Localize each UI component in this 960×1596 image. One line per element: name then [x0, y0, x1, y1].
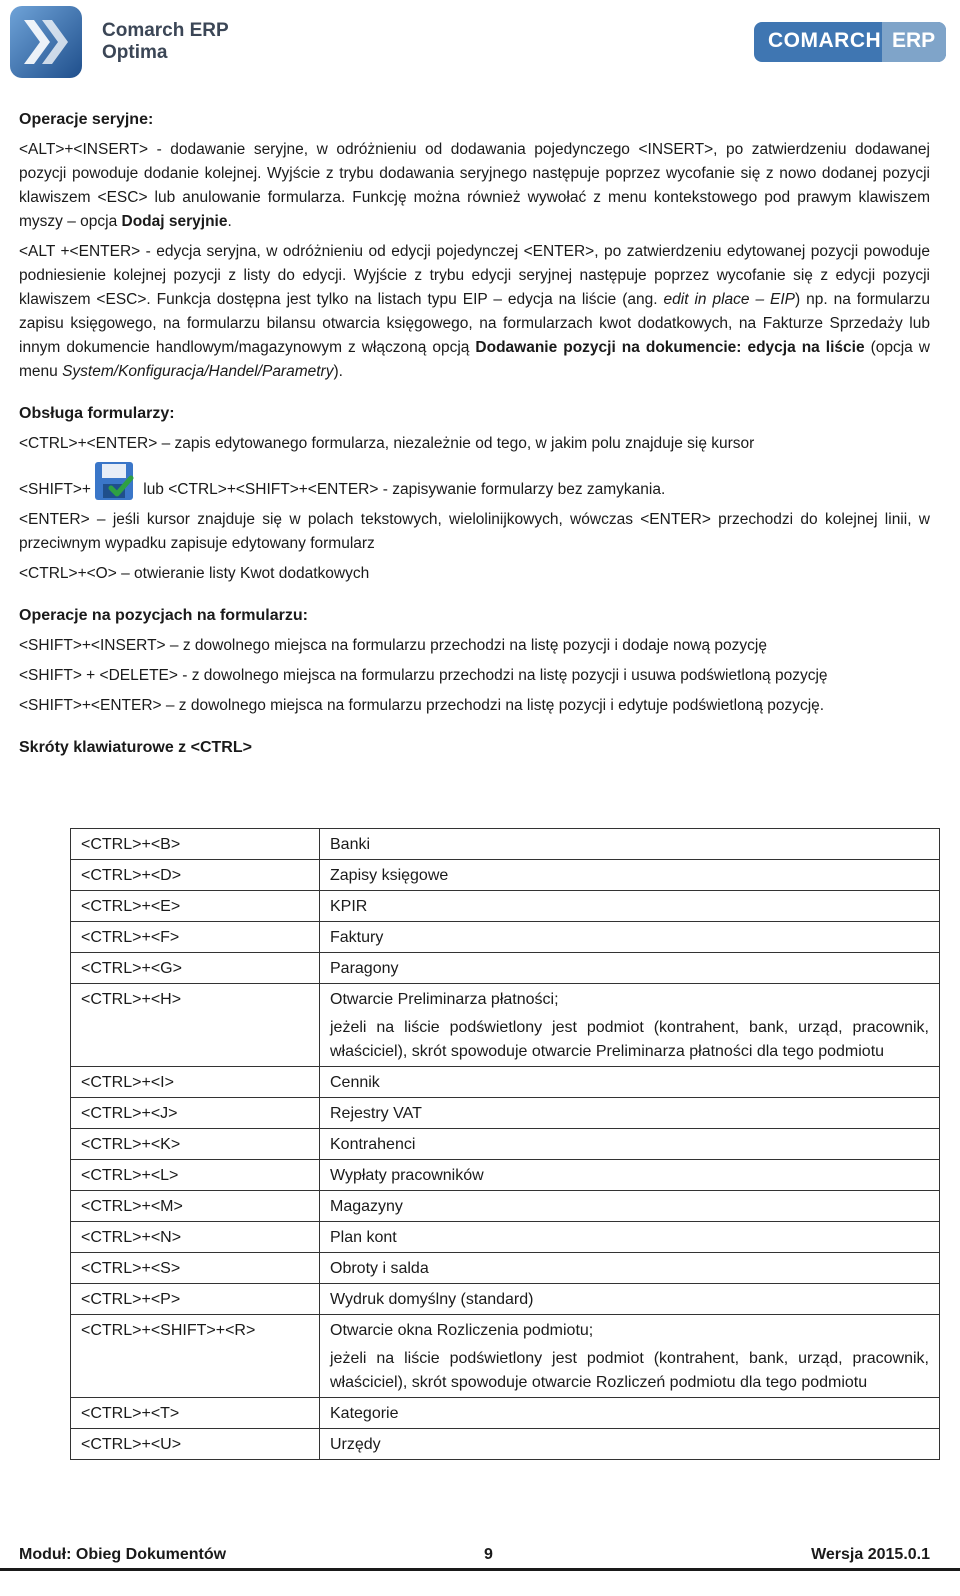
forms-shift-save-pre: <SHIFT>+	[19, 481, 91, 498]
shortcut-key: <CTRL>+<U>	[71, 1429, 320, 1460]
shortcut-key: <CTRL>+<F>	[71, 922, 320, 953]
shortcut-key: <CTRL>+<H>	[71, 984, 320, 1067]
shortcut-key: <CTRL>+<M>	[71, 1191, 320, 1222]
shortcut-key: <CTRL>+<N>	[71, 1222, 320, 1253]
shortcut-description	[320, 1429, 940, 1460]
table-row	[71, 1284, 940, 1315]
footer-version: Wersja 2015.0.1	[811, 1546, 930, 1563]
serial-edit-text-a: <ALT +<ENTER> - edycja seryjna, w odróżnieniu od edycji pojedynczej <ENTER>, po zatwierdzeniu edytowanej pozycji powoduje podniesienie kolejnej pozycji z listy do edycji. Wyjście z trybu edycji seryjnej następuje poprzez wycofanie się z edycji pozycji klawiszem <ESC>. Funkcja dostępna jest tylko na listach typu EIP – edycja na liście (ang.	[19, 243, 930, 308]
shortcut-description-text: Wypłaty pracowników	[330, 1167, 484, 1184]
shortcut-description	[320, 1315, 940, 1398]
table-row	[71, 984, 940, 1067]
shortcut-description	[320, 1129, 940, 1160]
product-name-line2: Optima	[102, 42, 168, 63]
page-header	[0, 0, 960, 90]
table-row	[71, 1222, 940, 1253]
shortcut-description	[320, 1067, 940, 1098]
serial-add-text: <ALT>+<INSERT> - dodawanie seryjne, w odróżnieniu od dodawania pojedynczego <INSERT>, po zatwierdzeniu dodawanej pozycji powoduje dodanie kolejnej. Wyjście z trybu dodawania seryjnego następuje poprzez wycofanie się z nowo dodanej pozycji klawiszem <ESC> lub anulowanie formularza. Funkcję można również wywołać z menu kontekstowego pod prawym klawiszem myszy – opcja	[19, 141, 930, 230]
shortcut-description-text: Kontrahenci	[330, 1136, 416, 1153]
table-row	[71, 1067, 940, 1098]
shortcut-description-text: jeżeli na liście podświetlony jest podmiot (kontrahent, bank, urząd, pracownik, właściciel), skrót spowoduje otwarcie Preliminarza płatności dla tego podmiotu	[330, 1019, 929, 1060]
shortcut-description	[320, 1098, 940, 1129]
product-name-line1: Comarch ERP	[102, 20, 229, 41]
shortcut-description-text: Urzędy	[330, 1436, 381, 1453]
shortcut-key: <CTRL>+<B>	[71, 829, 320, 860]
shortcut-description	[320, 829, 940, 860]
serial-edit-paragraph	[19, 240, 930, 384]
page-footer	[19, 1544, 930, 1570]
save-icon	[93, 460, 135, 502]
footer-page-number: 9	[484, 1546, 493, 1563]
table-row	[71, 829, 940, 860]
shortcut-key: <CTRL>+<D>	[71, 860, 320, 891]
comarch-optima-logo-icon	[10, 6, 82, 78]
shortcut-key: <CTRL>+<P>	[71, 1284, 320, 1315]
shortcut-description	[320, 1284, 940, 1315]
shortcut-description-text: Rejestry VAT	[330, 1105, 422, 1122]
serial-edit-italic-eip: edit in place – EIP	[663, 291, 795, 308]
table-row	[71, 1253, 940, 1284]
serial-add-paragraph	[19, 138, 930, 234]
shortcut-key: <CTRL>+<E>	[71, 891, 320, 922]
shortcut-description	[320, 891, 940, 922]
shortcut-description	[320, 953, 940, 984]
section-title-positions: Operacje na pozycjach na formularzu:	[19, 607, 308, 624]
shortcut-key: <CTRL>+<SHIFT>+<R>	[71, 1315, 320, 1398]
shortcut-description-text: Cennik	[330, 1074, 380, 1091]
footer-divider	[0, 1568, 960, 1571]
shortcuts-table	[70, 828, 940, 1460]
section-title-forms: Obsługa formularzy:	[19, 405, 175, 422]
shortcut-key: <CTRL>+<S>	[71, 1253, 320, 1284]
table-row	[71, 891, 940, 922]
shortcut-description	[320, 860, 940, 891]
table-row	[71, 1191, 940, 1222]
footer-module: Moduł: Obieg Dokumentów	[19, 1546, 227, 1563]
brand-tag-text: ERP	[892, 29, 936, 52]
serial-add-end: .	[227, 213, 232, 230]
table-row	[71, 953, 940, 984]
shortcut-description	[320, 1160, 940, 1191]
table-row	[71, 1129, 940, 1160]
forms-ctrl-o: <CTRL>+<O> – otwieranie listy Kwot dodatkowych	[19, 565, 370, 582]
section-title-serial: Operacje seryjne:	[19, 111, 154, 128]
shortcut-description-text: Magazyny	[330, 1198, 403, 1215]
forms-enter: <ENTER> – jeśli kursor znajduje się w polach tekstowych, wielolinijkowych, wówczas <ENTER> przechodzi do kolejnej linii, w przeciwnym wypadku zapisuje edytowany formularz	[19, 511, 930, 552]
shortcut-description-text: jeżeli na liście podświetlony jest podmiot (kontrahent, bank, urząd, pracownik, właściciel), skrót spowoduje otwarcie Rozliczeń podmiotu dla tego podmiotu	[330, 1350, 929, 1391]
positions-shift-enter: <SHIFT>+<ENTER> – z dowolnego miejsca na formularzu przechodzi na listę pozycji i edytuje podświetloną pozycję.	[19, 697, 825, 714]
shortcut-description-text: KPIR	[330, 898, 368, 915]
shortcut-description-text: Banki	[330, 836, 371, 853]
serial-edit-text-c: (opcja w menu	[19, 339, 930, 380]
table-row	[71, 1098, 940, 1129]
forms-shift-save-post: lub <CTRL>+<SHIFT>+<ENTER> - zapisywanie formularzy bez zamykania.	[138, 481, 666, 498]
serial-edit-text-d: ).	[333, 363, 343, 380]
shortcut-key: <CTRL>+<L>	[71, 1160, 320, 1191]
shortcut-description-text: Kategorie	[330, 1405, 399, 1422]
shortcut-key: <CTRL>+<I>	[71, 1067, 320, 1098]
serial-edit-option: Dodawanie pozycji na dokumencie: edycja na liście	[475, 339, 865, 356]
shortcut-key: <CTRL>+<T>	[71, 1398, 320, 1429]
shortcut-description	[320, 1222, 940, 1253]
positions-shift-insert: <SHIFT>+<INSERT> – z dowolnego miejsca na formularzu przechodzi na listę pozycji i dodaje nową pozycję	[19, 637, 767, 654]
shortcut-description-text: Otwarcie Preliminarza płatności;	[330, 991, 559, 1008]
shortcut-description-text: Faktury	[330, 929, 384, 946]
table-row	[71, 1160, 940, 1191]
brand-tag	[882, 22, 946, 62]
table-row	[71, 1398, 940, 1429]
table-row	[71, 922, 940, 953]
forms-shift-save	[19, 460, 930, 502]
shortcut-description-text: Paragony	[330, 960, 399, 977]
shortcut-description	[320, 1253, 940, 1284]
shortcut-description-text: Plan kont	[330, 1229, 397, 1246]
comarch-erp-logo	[754, 22, 946, 62]
product-name	[102, 20, 229, 64]
shortcut-key: <CTRL>+<J>	[71, 1098, 320, 1129]
shortcut-description-text: Wydruk domyślny (standard)	[330, 1291, 534, 1308]
document-body	[19, 108, 930, 760]
section-title-shortcuts: Skróty klawiaturowe z <CTRL>	[19, 739, 252, 756]
shortcut-description	[320, 984, 940, 1067]
shortcut-key: <CTRL>+<K>	[71, 1129, 320, 1160]
shortcut-description	[320, 1398, 940, 1429]
brand-main-text: COMARCH	[768, 29, 882, 52]
shortcut-description	[320, 1191, 940, 1222]
table-row	[71, 860, 940, 891]
serial-edit-text-b: ) np. na formularzu zapisu księgowego, na formularzu bilansu otwarcia księgowego, na formularzach kwot dodatkowych, na Fakturze Sprzedaży lub innym dokumencie handlowym/magazynowym z włączoną opcją	[19, 291, 930, 356]
serial-edit-menu-path: System/Konfiguracja/Handel/Parametry	[62, 363, 334, 380]
shortcut-description-text: Zapisy księgowe	[330, 867, 449, 884]
shortcut-description-text: Otwarcie okna Rozliczenia podmiotu;	[330, 1322, 594, 1339]
forms-ctrl-enter: <CTRL>+<ENTER> – zapis edytowanego formularza, niezależnie od tego, w jakim polu znajduje się kursor	[19, 435, 755, 452]
shortcut-key: <CTRL>+<G>	[71, 953, 320, 984]
serial-add-option: Dodaj seryjnie	[121, 213, 228, 230]
shortcut-description	[320, 922, 940, 953]
table-row	[71, 1429, 940, 1460]
positions-shift-delete: <SHIFT> + <DELETE> - z dowolnego miejsca na formularzu przechodzi na listę pozycji i usuwa podświetloną pozycję	[19, 667, 828, 684]
shortcut-description-text: Obroty i salda	[330, 1260, 429, 1277]
table-row	[71, 1315, 940, 1398]
